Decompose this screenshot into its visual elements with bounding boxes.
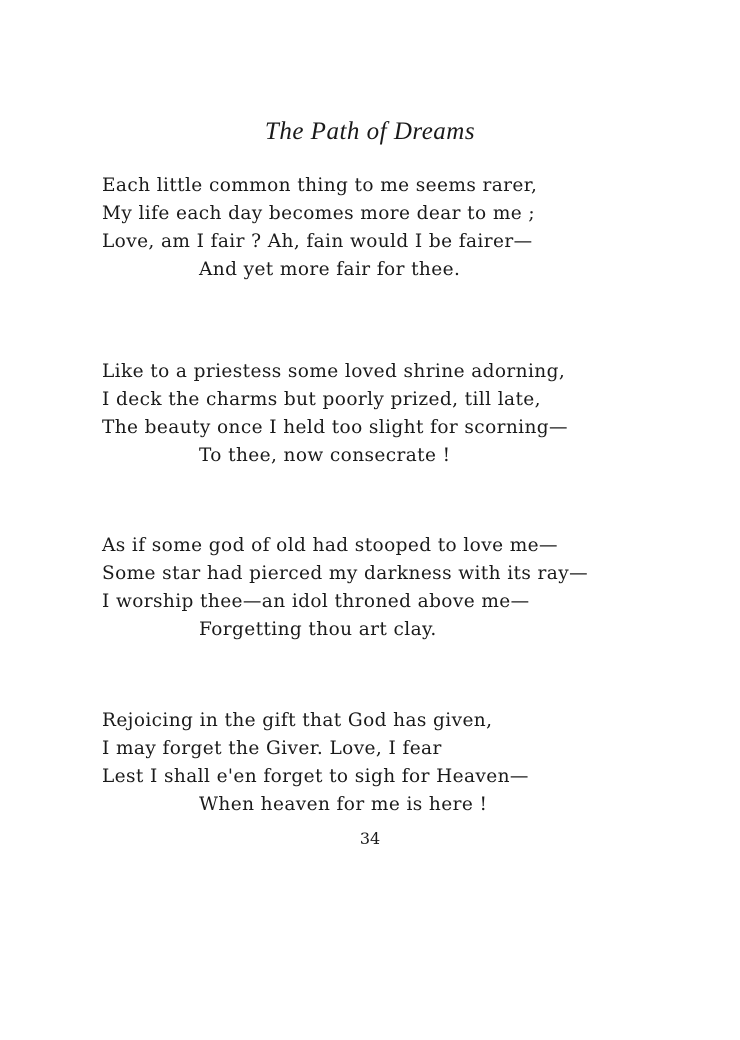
poem-line: Lest I shall e'en forget to sigh for Heaven— [102,766,529,787]
poem-line: Each little common thing to me seems rarer, [102,175,538,196]
poem-line: Rejoicing in the gift that God has given, [102,710,493,731]
poem-line: As if some god of old had stooped to love me— [102,535,558,556]
poem-line-indented: When heaven for me is here ! [199,794,488,815]
poem-line: My life each day becomes more dear to me ; [102,203,536,224]
poem-line: I deck the charms but poorly prized, till late, [102,389,541,410]
stanza-3 [102,532,722,644]
page-number: 34 [359,829,381,848]
poem-line: Some star had pierced my darkness with its ray— [102,563,588,584]
poem-line: Like to a priestess some loved shrine adorning, [102,361,566,382]
page-title: The Path of Dreams [264,118,476,145]
poem-line-indented: And yet more fair for thee. [199,259,461,280]
stanza-4 [102,707,722,819]
poem-line: I worship thee—an idol throned above me— [102,591,530,612]
poem-line: The beauty once I held too slight for scorning— [102,417,568,438]
poem-line-indented: Forgetting thou art clay. [199,619,437,640]
poem-line: I may forget the Giver. Love, I fear [102,738,442,759]
poem-line: Love, am I fair ? Ah, fain would I be fairer— [102,231,533,252]
stanza-1 [102,172,722,284]
stanza-2 [102,358,722,470]
poem-line-indented: To thee, now consecrate ! [199,445,451,466]
